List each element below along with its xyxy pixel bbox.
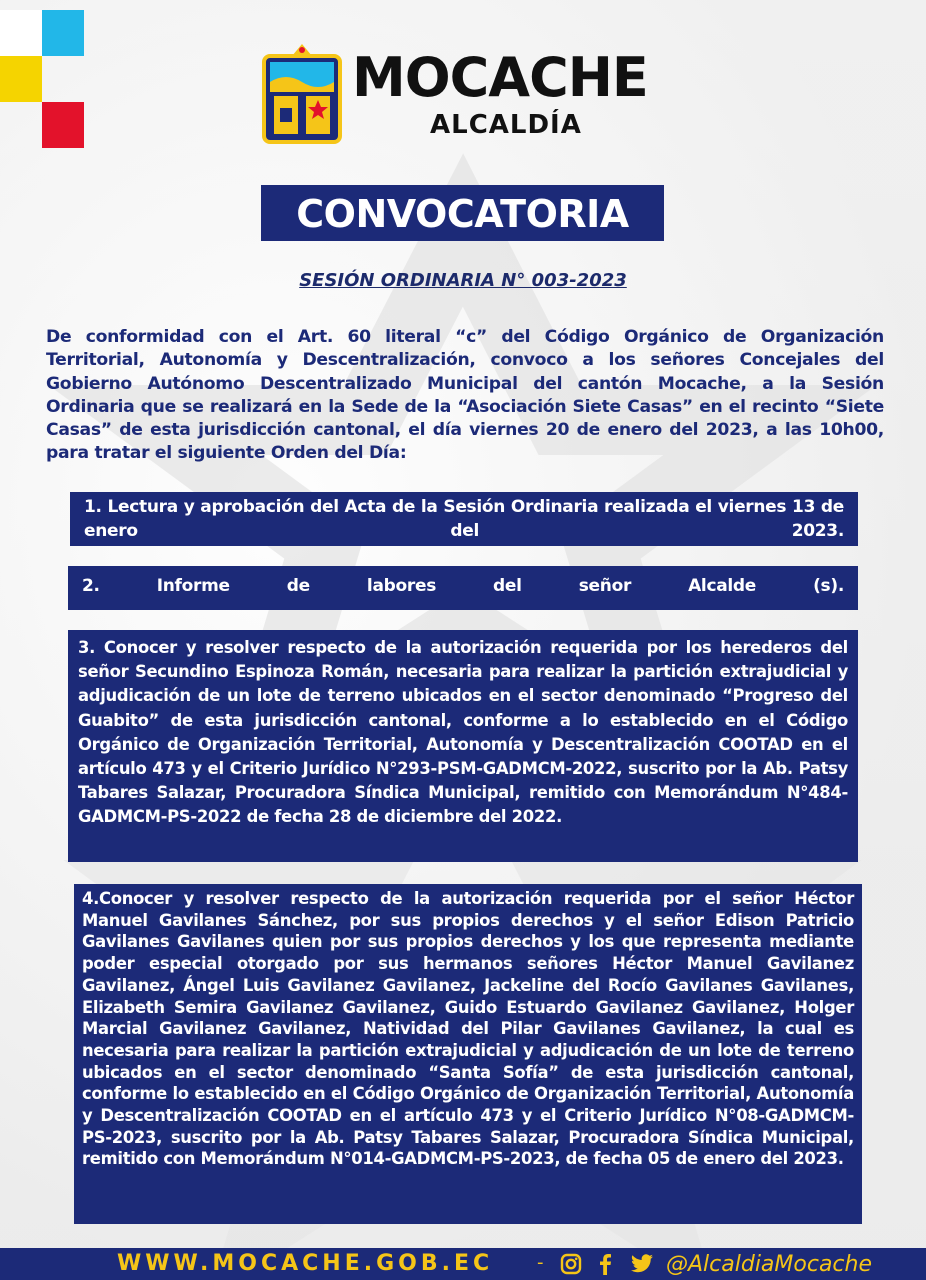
intro-paragraph: De conformidad con el Art. 60 literal “c” del Código Orgánico de Organización Territorial, Autonomía y Descentralización, convoco a los señores Concejales del Gobierno Autónomo Descentralizado Municipal del cantón Mocache, a la Sesión Ordinaria que se realizará en la Sede de la “Asociación Siete Casas” en el recinto “Siete Casas” de esta jurisdicción cantonal, el día viernes 20 de enero del 2023, a las 10h00, para tratar el siguiente Orden del Día: <box>46 327 884 464</box>
page-title: CONVOCATORIA <box>261 185 664 241</box>
municipal-logo <box>260 40 680 150</box>
brand-subtitle: ALCALDÍA <box>430 110 582 140</box>
red-square <box>42 102 84 148</box>
instagram-icon[interactable] <box>560 1253 582 1275</box>
facebook-icon[interactable] <box>598 1253 612 1275</box>
coat-of-arms-icon <box>262 42 342 144</box>
agenda-item-3: 3. Conocer y resolver respecto de la autorización requerida por los herederos del señor Secundino Espinoza Román, necesaria para realizar la partición extrajudicial y adjudicación de un lote de terreno ubicados en el sector denominado “Progreso del Guabito” de esta jurisdicción cantonal, conforme a lo establecido en el Código Orgánico de Organización Territorial, Autonomía y Descentralización COOTAD en el artículo 473 y el Criterio Jurídico N°293-PSM-GADMCM-2022, suscrito por la Ab. Patsy Tabares Salazar, Procuradora Síndica Municipal, remitido con Memorándum N°484-GADMCM-PS-2022 de fecha 28 de diciembre del 2022. <box>68 630 858 862</box>
social-handle[interactable]: @AlcaldiaMocache <box>666 1252 873 1277</box>
website-link[interactable]: WWW.MOCACHE.GOB.EC <box>117 1251 494 1276</box>
agenda-item-2: 2. Informe de labores del señor Alcalde (s). <box>68 566 858 610</box>
twitter-icon[interactable] <box>630 1253 654 1275</box>
brand-title: MOCACHE <box>352 46 648 109</box>
footer-separator: - <box>537 1252 544 1273</box>
cyan-square <box>42 10 84 56</box>
yellow-square <box>0 56 42 102</box>
white-square <box>0 10 42 56</box>
agenda-item-4: 4.Conocer y resolver respecto de la autorización requerida por el señor Héctor Manuel Gavilanes Sánchez, por sus propios derechos y el señor Edison Patricio Gavilanes Gavilanes quien por sus propios derechos y los que representa mediante poder especial otorgado por sus hermanos señores Héctor Manuel Gavilanez Gavilanez, Ángel Luis Gavilanez Gavilanez, Jackeline del Rocío Gavilanes Gavilanes, Elizabeth Semira Gavilanez Gavilanez, Guido Estuardo Gavilanez Gavilanez, Holger Marcial Gavilanez Gavilanez, Natividad del Pilar Gavilanes Gavilanez, la cual es necesaria para realizar la partición extrajudicial y adjudicación de un lote de terreno ubicados en el sector denominado “Santa Sofía” de esta jurisdicción cantonal, conforme lo establecido en el Código Orgánico de Organización Territorial, Autonomía y Descentralización COOTAD en el artículo 473 y el Criterio Jurídico N°08-GADMCM-PS-2023, suscrito por la Ab. Patsy Tabares Salazar, Procuradora Síndica Municipal, remitido con Memorándum N°014-GADMCM-PS-2023, de fecha 05 de enero del 2023. <box>74 884 862 1224</box>
agenda-item-1: 1. Lectura y aprobación del Acta de la Sesión Ordinaria realizada el viernes 13 de enero del 2023. <box>70 492 858 546</box>
session-number: SESIÓN ORDINARIA N° 003-2023 <box>299 270 627 291</box>
